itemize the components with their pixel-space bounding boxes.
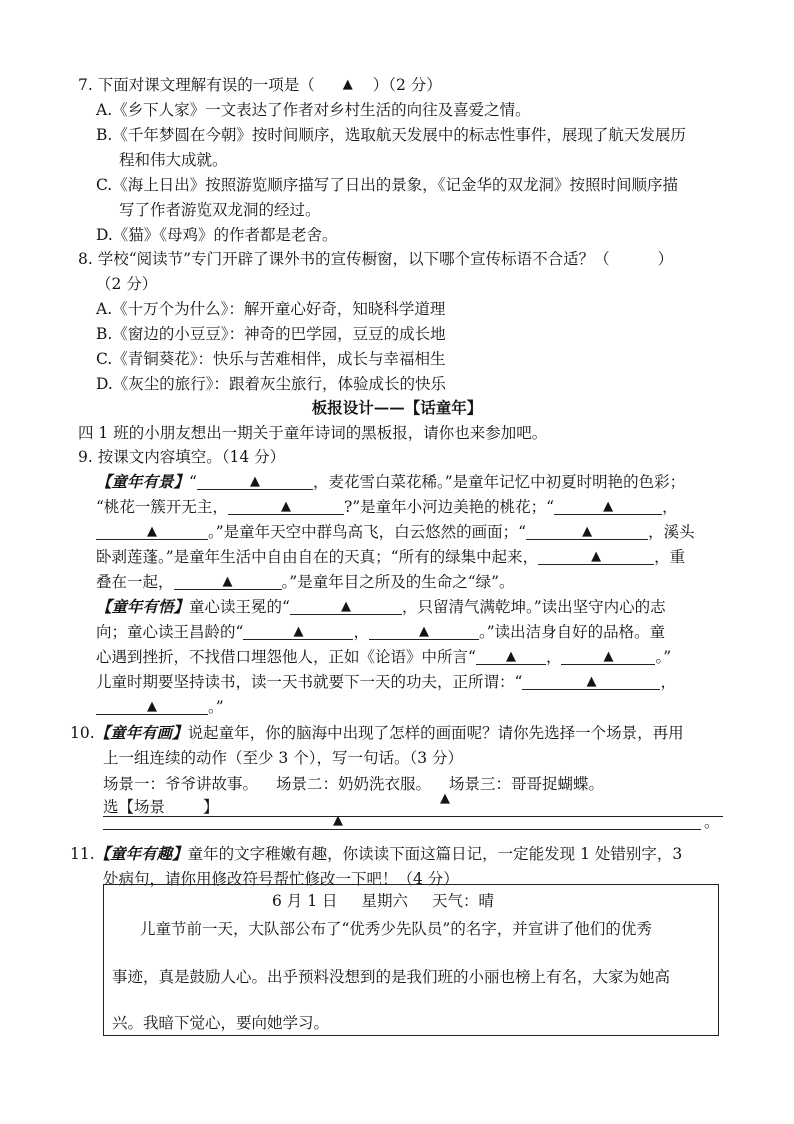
q10-line1 (70, 722, 684, 744)
answer-marker-icon: ▲ (293, 624, 304, 639)
q8-option-c: C.《青铜葵花》：快乐与苦难相伴，成长与幸福相生 (96, 350, 446, 368)
section-intro: 四 1 班的小朋友想出一期关于童年诗词的黑板报，请你也来参加吧。 (78, 424, 548, 442)
select-scene-text: 选【场景 (103, 798, 166, 816)
tag-tongnian-youjing: 【童年有景】 (96, 472, 190, 491)
q9-l5a: 叠在一起， (96, 573, 174, 591)
answer-marker-icon: ▲ (603, 649, 614, 664)
answer-marker-icon: ▲ (280, 499, 291, 514)
section-title: 板报设计——【话童年】 (311, 398, 483, 417)
fill-blank-14[interactable] (96, 696, 208, 715)
q9-l2b: ?”是童年小河边美艳的桃花；“ (343, 498, 555, 516)
scene-2: 场景二：奶奶洗衣服。 (276, 775, 432, 793)
q11-line2: 处病句，请你用修改符号帮忙修改一下吧！（4 分） (103, 870, 459, 888)
q9-l4a: 卧剥莲蓬。”是童年生活中自由自在的天真；“所有的绿集中起来， (96, 548, 539, 566)
q7-option-c-line1: C.《海上日出》按照游览顺序描写了日出的景象，《记金华的双龙洞》按照时间顺序描 (96, 176, 678, 194)
answer-marker-icon: ▲ (340, 599, 351, 614)
q9-l9a: 儿童时期要坚持读书，读一天书就要下一天的功夫，正所谓：“ (96, 673, 523, 691)
q9-line9 (96, 671, 676, 693)
answer-marker-glyph: ▲ (333, 813, 343, 828)
answer-marker-icon: ▲ (147, 524, 157, 539)
q8-paren-end: ） (657, 250, 674, 268)
q9-l7b: ， (353, 623, 369, 641)
q9-l8c: 。” (655, 648, 672, 666)
q7-stem (78, 74, 442, 98)
scene-1: 场景一：爷爷讲故事。 (103, 775, 259, 793)
q8-stem-text: 8. 学校“阅读节”专门开辟了课外书的宣传橱窗，以下哪个宣传标语不合适？（ (78, 250, 610, 268)
q10-end-mark: 。 (704, 813, 720, 831)
q9-line4 (96, 546, 685, 568)
tag-tongnian-youqu: 【童年有趣】 (94, 844, 188, 863)
q9-line2 (96, 496, 678, 518)
q9-l1a: “ (189, 473, 197, 491)
q9-l3a: 。”是童年天空中群鸟高飞，白云悠然的画面；“ (208, 523, 527, 541)
q10-line2: 上一组连续的动作（至少 3 个），写一句话。（3 分） (103, 749, 464, 767)
q7-option-d: D.《猫》《母鸡》的作者都是老舍。 (96, 226, 338, 244)
tag-tongnian-youhua: 【童年有画】 (94, 723, 188, 742)
answer-marker-icon (440, 788, 450, 812)
select-scene-bracket: 】 (203, 798, 219, 816)
q7-option-b-line2: 程和伟大成就。 (119, 151, 228, 169)
q9-line3 (96, 521, 695, 543)
scene-3: 场景三：哥哥捉蝴蝶。 (449, 775, 605, 793)
q9-l2a: “桃花一簇开无主， (96, 498, 228, 516)
answer-marker-icon: ▲ (249, 474, 260, 489)
fill-blank-9[interactable] (243, 621, 353, 640)
q9-l9b: ， (660, 673, 676, 691)
fill-blank-10[interactable] (369, 621, 479, 640)
q11-number: 11. (70, 845, 95, 863)
fill-blank-13[interactable] (522, 671, 660, 690)
q9-l8a: 心遇到挫折，不找借口埋怨他人，正如《论语》中所言“ (96, 648, 476, 666)
answer-marker-icon (333, 810, 343, 834)
fill-blank-3[interactable] (554, 496, 662, 515)
answer-marker-glyph: ▲ (440, 791, 450, 806)
q9-l7c: 。”读出洁身自好的品格。童 (478, 623, 666, 641)
q8-option-d: D.《灰尘的旅行》：跟着灰尘旅行，体验成长的快乐 (96, 375, 447, 393)
q9-l3b: ，溪头 (648, 523, 695, 541)
q7-stem-text: 7. 下面对课文理解有误的一项是（ (78, 76, 315, 94)
q8-stem (78, 248, 673, 270)
fill-blank-1[interactable] (197, 471, 313, 490)
q9-l6b: ，只留清气满乾坤。”读出坚守内心的志 (401, 598, 666, 616)
diary-paragraph-line2[interactable]: 事迹，真是鼓励人心。出乎预料没想到的是我们班的小丽也榜上有名，大家为她高 (112, 968, 671, 986)
q7-option-a: A.《乡下人家》一文表达了作者对乡村生活的向往及喜爱之情。 (96, 101, 531, 119)
q9-line7 (96, 621, 665, 643)
answer-marker-icon: ▲ (147, 699, 157, 714)
answer-marker-icon: ▲ (586, 674, 597, 689)
q11-l1: 童年的文字稚嫩有趣，你读读下面这篇日记，一定能发现 1 处错别字，3 (187, 845, 683, 863)
diary-weekday: 星期六 (361, 892, 409, 910)
q10-answer-line-1[interactable] (103, 804, 723, 817)
answer-marker-icon: ▲ (591, 549, 602, 564)
q9-l7a: 向；童心读王昌龄的“ (96, 623, 244, 641)
diary-paragraph-line3[interactable]: 兴。我暗下觉心，要向她学习。 (112, 1014, 330, 1032)
q9-l10a: 。” (208, 698, 224, 716)
answer-marker-icon: ▲ (582, 524, 593, 539)
q7-option-c-line2: 写了作者游览双龙洞的经过。 (119, 201, 321, 219)
answer-marker-icon: ▲ (505, 649, 516, 664)
answer-marker-icon: ▲ (418, 624, 429, 639)
q7-option-b-line1: B.《千年梦圆在今朝》按时间顺序，选取航天发展中的标志性事件，展现了航天发展历 (96, 126, 686, 144)
q9-l2c: ， (662, 498, 678, 516)
q10-l1: 说起童年，你的脑海中出现了怎样的画面呢？请你先选择一个场景，再用 (187, 724, 684, 742)
q10-number: 10. (70, 724, 95, 742)
fill-blank-6[interactable] (538, 546, 654, 565)
q11-line1 (70, 843, 682, 865)
answer-marker-icon: ▲ (603, 499, 614, 514)
fill-blank-8[interactable] (290, 596, 402, 615)
fill-blank-12[interactable] (561, 646, 655, 665)
q8-option-a: A.《十万个为什么》：解开童心好奇，知晓科学道理 (96, 300, 446, 318)
q9-line1 (96, 471, 685, 493)
q7-score: ）（2 分） (372, 76, 442, 94)
q8-score: （2 分） (96, 275, 158, 293)
q9-stem: 9. 按课文内容填空。（14 分） (78, 448, 286, 466)
q9-line10 (96, 696, 224, 718)
q9-l6a: 童心读王冕的“ (189, 598, 290, 616)
q9-line6 (96, 596, 666, 618)
q8-option-b: B.《窗边的小豆豆》：神奇的巴学园，豆豆的成长地 (96, 325, 446, 343)
q9-l4b: ，重 (654, 548, 686, 566)
q9-l8b: ， (545, 648, 562, 666)
fill-blank-5[interactable] (526, 521, 648, 540)
fill-blank-4[interactable] (96, 521, 208, 540)
fill-blank-11[interactable] (476, 646, 546, 665)
answer-marker-icon: ▲ (222, 574, 233, 589)
q9-line5 (96, 571, 515, 593)
tag-tongnian-youwu: 【童年有悟】 (96, 597, 190, 616)
q9-l5b: 。”是童年目之所及的生命之“绿”。 (281, 573, 515, 591)
diary-header (272, 890, 494, 912)
diary-date: 6 月 1 日 (272, 892, 338, 910)
fill-blank-2[interactable] (228, 496, 344, 515)
fill-blank-7[interactable] (174, 571, 282, 590)
q10-answer-line-2[interactable] (103, 817, 701, 830)
q10-scenes (103, 773, 604, 795)
q9-line8 (96, 646, 671, 668)
q9-l1b: ，麦花雪白菜花稀。”是童年记忆中初夏时明艳的色彩； (312, 473, 686, 491)
diary-weather: 天气：晴 (432, 892, 495, 910)
answer-marker-icon: ▲ (342, 77, 353, 92)
diary-paragraph-line1[interactable]: 儿童节前一天，大队部公布了“优秀少先队员”的名字，并宣讲了他们的优秀 (140, 920, 652, 938)
